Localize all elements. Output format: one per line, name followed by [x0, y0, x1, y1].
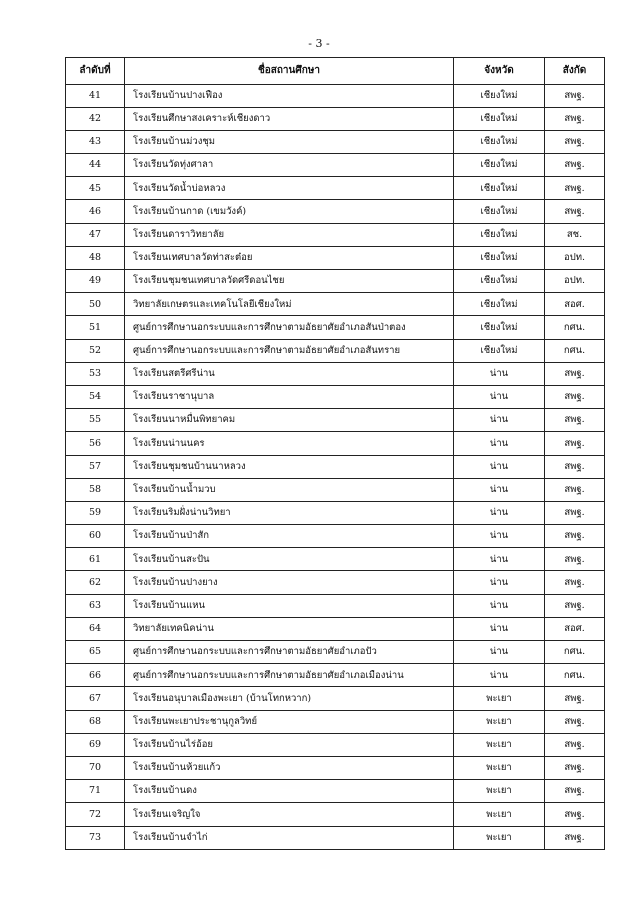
school-name: โรงเรียนวัดทุ่งศาลา — [125, 154, 454, 177]
row-number: 58 — [66, 478, 125, 501]
table-row — [66, 687, 605, 710]
affiliation: อปท. — [545, 246, 605, 269]
row-number: 54 — [66, 385, 125, 408]
affiliation: สพฐ. — [545, 154, 605, 177]
province: น่าน — [454, 501, 545, 524]
province: เชียงใหม่ — [454, 107, 545, 130]
table-row — [66, 733, 605, 756]
row-number: 45 — [66, 177, 125, 200]
table-row — [66, 362, 605, 385]
affiliation: สพฐ. — [545, 385, 605, 408]
school-name: โรงเรียนสตรีศรีน่าน — [125, 362, 454, 385]
row-number: 43 — [66, 130, 125, 153]
row-number: 47 — [66, 223, 125, 246]
affiliation: สพฐ. — [545, 525, 605, 548]
table-row — [66, 107, 605, 130]
table-row — [66, 501, 605, 524]
table-row — [66, 594, 605, 617]
header-affiliation: สังกัด — [545, 58, 605, 85]
school-name: ศูนย์การศึกษานอกระบบและการศึกษาตามอัธยาศัยอำเภอสันทราย — [125, 339, 454, 362]
school-name: โรงเรียนราชานุบาล — [125, 385, 454, 408]
school-name: โรงเรียนชุมชนบ้านนาหลวง — [125, 455, 454, 478]
province: น่าน — [454, 385, 545, 408]
province: น่าน — [454, 617, 545, 640]
row-number: 66 — [66, 664, 125, 687]
table-row — [66, 617, 605, 640]
school-name: โรงเรียนบ้านกาด (เขมวังค์) — [125, 200, 454, 223]
row-number: 62 — [66, 571, 125, 594]
province: เชียงใหม่ — [454, 246, 545, 269]
row-number: 71 — [66, 780, 125, 803]
province: เชียงใหม่ — [454, 293, 545, 316]
table-row — [66, 664, 605, 687]
row-number: 60 — [66, 525, 125, 548]
table-row — [66, 293, 605, 316]
school-name: โรงเรียนชุมชนเทศบาลวัดศรีดอนไชย — [125, 270, 454, 293]
school-name: โรงเรียนศึกษาสงเคราะห์เชียงดาว — [125, 107, 454, 130]
row-number: 53 — [66, 362, 125, 385]
affiliation: สอศ. — [545, 617, 605, 640]
table-row — [66, 223, 605, 246]
row-number: 48 — [66, 246, 125, 269]
province: น่าน — [454, 432, 545, 455]
school-name: โรงเรียนพะเยาประชานุกูลวิทย์ — [125, 710, 454, 733]
province: เชียงใหม่ — [454, 223, 545, 246]
school-name: โรงเรียนบ้านสะปัน — [125, 548, 454, 571]
province: พะเยา — [454, 780, 545, 803]
province: น่าน — [454, 548, 545, 571]
school-name: โรงเรียนบ้านป่าสัก — [125, 525, 454, 548]
affiliation: สพฐ. — [545, 571, 605, 594]
province: พะเยา — [454, 687, 545, 710]
header-order-number: ลำดับที่ — [66, 58, 125, 85]
school-name: ศูนย์การศึกษานอกระบบและการศึกษาตามอัธยาศัยอำเภอสันป่าตอง — [125, 316, 454, 339]
province: เชียงใหม่ — [454, 270, 545, 293]
affiliation: สช. — [545, 223, 605, 246]
school-name: วิทยาลัยเทคนิคน่าน — [125, 617, 454, 640]
school-name: โรงเรียนดาราวิทยาลัย — [125, 223, 454, 246]
row-number: 50 — [66, 293, 125, 316]
province: พะเยา — [454, 826, 545, 849]
affiliation: สพฐ. — [545, 362, 605, 385]
row-number: 44 — [66, 154, 125, 177]
table-header-row — [66, 58, 605, 85]
table-row — [66, 826, 605, 849]
row-number: 73 — [66, 826, 125, 849]
table-row — [66, 270, 605, 293]
row-number: 49 — [66, 270, 125, 293]
row-number: 70 — [66, 756, 125, 779]
province: เชียงใหม่ — [454, 154, 545, 177]
row-number: 56 — [66, 432, 125, 455]
row-number: 69 — [66, 733, 125, 756]
school-name: โรงเรียนบ้านห้วยแก้ว — [125, 756, 454, 779]
school-name: โรงเรียนบ้านปางยาง — [125, 571, 454, 594]
affiliation: สพฐ. — [545, 84, 605, 107]
table-row — [66, 432, 605, 455]
affiliation: สพฐ. — [545, 826, 605, 849]
affiliation: กศน. — [545, 339, 605, 362]
province: พะเยา — [454, 756, 545, 779]
affiliation: สพฐ. — [545, 687, 605, 710]
province: เชียงใหม่ — [454, 200, 545, 223]
table-row — [66, 246, 605, 269]
affiliation: สพฐ. — [545, 130, 605, 153]
school-name: โรงเรียนเจริญใจ — [125, 803, 454, 826]
affiliation: กศน. — [545, 664, 605, 687]
table-row — [66, 641, 605, 664]
row-number: 52 — [66, 339, 125, 362]
school-name: โรงเรียนบ้านแหน — [125, 594, 454, 617]
affiliation: สพฐ. — [545, 409, 605, 432]
province: เชียงใหม่ — [454, 130, 545, 153]
province: น่าน — [454, 455, 545, 478]
affiliation: สพฐ. — [545, 710, 605, 733]
table-row — [66, 710, 605, 733]
school-name: โรงเรียนนาหมื่นพิทยาคม — [125, 409, 454, 432]
affiliation: กศน. — [545, 316, 605, 339]
province: พะเยา — [454, 710, 545, 733]
province: เชียงใหม่ — [454, 177, 545, 200]
row-number: 65 — [66, 641, 125, 664]
affiliation: สพฐ. — [545, 107, 605, 130]
school-name: โรงเรียนริมฝั่งน่านวิทยา — [125, 501, 454, 524]
row-number: 41 — [66, 84, 125, 107]
affiliation: อปท. — [545, 270, 605, 293]
row-number: 42 — [66, 107, 125, 130]
province: เชียงใหม่ — [454, 339, 545, 362]
province: น่าน — [454, 641, 545, 664]
table-row — [66, 409, 605, 432]
affiliation: สพฐ. — [545, 478, 605, 501]
table-row — [66, 200, 605, 223]
row-number: 63 — [66, 594, 125, 617]
school-name: โรงเรียนบ้านไร่อ้อย — [125, 733, 454, 756]
table-row — [66, 548, 605, 571]
affiliation: สพฐ. — [545, 432, 605, 455]
table-row — [66, 525, 605, 548]
affiliation: สพฐ. — [545, 780, 605, 803]
row-number: 57 — [66, 455, 125, 478]
affiliation: สอศ. — [545, 293, 605, 316]
province: น่าน — [454, 478, 545, 501]
table-row — [66, 177, 605, 200]
school-name: ศูนย์การศึกษานอกระบบและการศึกษาตามอัธยาศัยอำเภอปัว — [125, 641, 454, 664]
table-row — [66, 316, 605, 339]
row-number: 72 — [66, 803, 125, 826]
table-row — [66, 571, 605, 594]
header-province: จังหวัด — [454, 58, 545, 85]
school-name: โรงเรียนบ้านดง — [125, 780, 454, 803]
school-name: ศูนย์การศึกษานอกระบบและการศึกษาตามอัธยาศัยอำเภอเมืองน่าน — [125, 664, 454, 687]
school-name: โรงเรียนบ้านปางเฟือง — [125, 84, 454, 107]
province: พะเยา — [454, 803, 545, 826]
affiliation: สพฐ. — [545, 501, 605, 524]
province: พะเยา — [454, 733, 545, 756]
row-number: 55 — [66, 409, 125, 432]
school-name: วิทยาลัยเกษตรและเทคโนโลยีเชียงใหม่ — [125, 293, 454, 316]
province: น่าน — [454, 362, 545, 385]
row-number: 46 — [66, 200, 125, 223]
province: เชียงใหม่ — [454, 84, 545, 107]
affiliation: สพฐ. — [545, 733, 605, 756]
row-number: 59 — [66, 501, 125, 524]
school-list-table — [65, 57, 605, 850]
affiliation: สพฐ. — [545, 455, 605, 478]
row-number: 61 — [66, 548, 125, 571]
affiliation: สพฐ. — [545, 803, 605, 826]
table-row — [66, 84, 605, 107]
table-row — [66, 130, 605, 153]
table-row — [66, 385, 605, 408]
province: น่าน — [454, 525, 545, 548]
row-number: 51 — [66, 316, 125, 339]
school-name: โรงเรียนบ้านม่วงชุม — [125, 130, 454, 153]
province: น่าน — [454, 571, 545, 594]
school-name: โรงเรียนบ้านน้ำมวบ — [125, 478, 454, 501]
affiliation: กศน. — [545, 641, 605, 664]
school-name: โรงเรียนวัดน้ำบ่อหลวง — [125, 177, 454, 200]
row-number: 68 — [66, 710, 125, 733]
province: น่าน — [454, 594, 545, 617]
table-row — [66, 478, 605, 501]
province: น่าน — [454, 409, 545, 432]
table-row — [66, 756, 605, 779]
school-name: โรงเรียนบ้านจำไก่ — [125, 826, 454, 849]
table-body — [66, 84, 605, 849]
affiliation: สพฐ. — [545, 177, 605, 200]
affiliation: สพฐ. — [545, 756, 605, 779]
school-name: โรงเรียนอนุบาลเมืองพะเยา (บ้านโทกหวาก) — [125, 687, 454, 710]
affiliation: สพฐ. — [545, 548, 605, 571]
province: น่าน — [454, 664, 545, 687]
table-row — [66, 154, 605, 177]
table-row — [66, 780, 605, 803]
school-name: โรงเรียนน่านนคร — [125, 432, 454, 455]
affiliation: สพฐ. — [545, 594, 605, 617]
table-row — [66, 455, 605, 478]
page-number: - 3 - — [308, 37, 330, 50]
school-name: โรงเรียนเทศบาลวัดท่าสะต๋อย — [125, 246, 454, 269]
row-number: 67 — [66, 687, 125, 710]
affiliation: สพฐ. — [545, 200, 605, 223]
province: เชียงใหม่ — [454, 316, 545, 339]
header-school-name: ชื่อสถานศึกษา — [125, 58, 454, 85]
table-row — [66, 339, 605, 362]
table-row — [66, 803, 605, 826]
row-number: 64 — [66, 617, 125, 640]
